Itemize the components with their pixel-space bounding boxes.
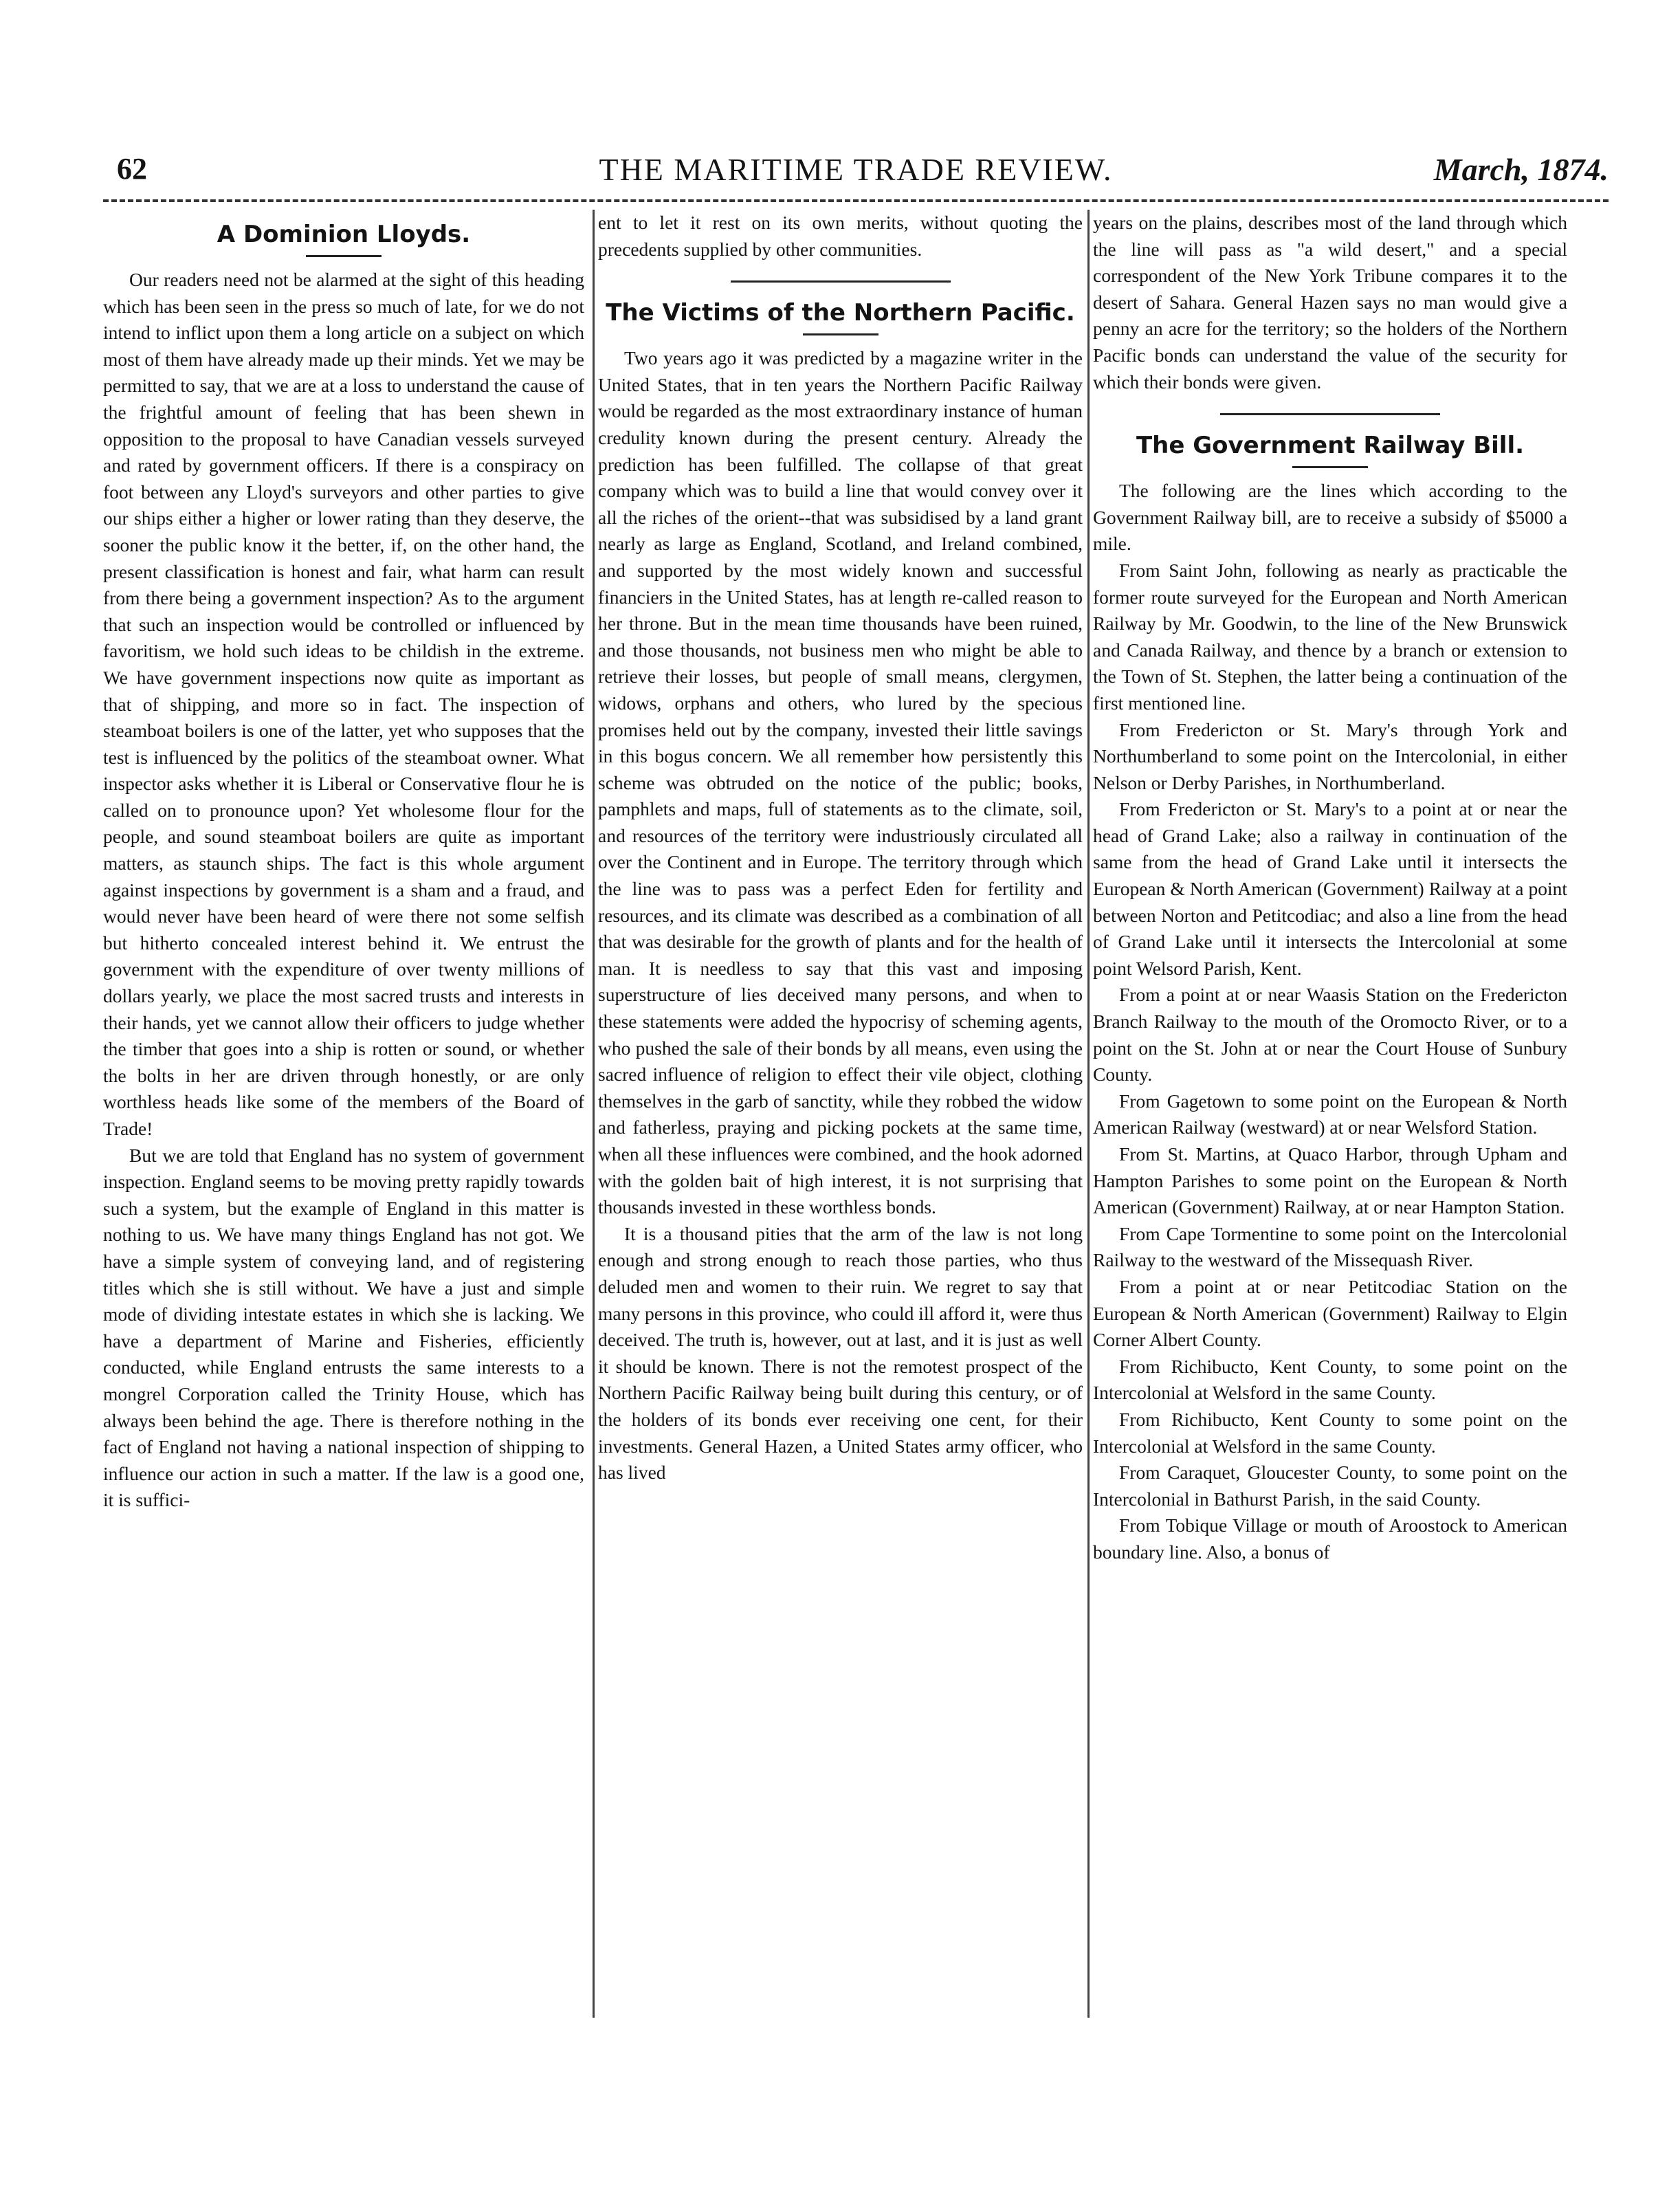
article-title-dominion-lloyds: A Dominion Lloyds. — [217, 221, 471, 248]
article-paragraph: From Fredericton or St. Mary's through York and Northumberland to some point on the Intercolonial, in either Nelson or Derby Parishes, in Northumberland. — [1093, 718, 1567, 793]
article-paragraph: It is a thousand pities that the arm of the law is not long enough and strong enough to reach those parties, who thus deluded men and women to their ruin. We regret to say that many persons in this province, who could ill afford it, were thus deceived. The truth is, however, out at last, and it is just as well it should be known. There is not the remotest prospect of the Northern Pacific Railway being built during this century, or of the holders of its bonds ever receiving one cent, for their investments. General Hazen, a United States army officer, who has lived — [598, 1222, 1083, 1484]
title-rule — [803, 333, 878, 335]
column-3 — [1093, 210, 1567, 2018]
article-paragraph: From Caraquet, Gloucester County, to some point on the Intercolonial in Bathurst Parish, in the said County. — [1093, 1462, 1567, 1510]
page-number: 62 — [117, 152, 147, 186]
article-paragraph: From Fredericton or St. Mary's to a point at or near the head of Grand Lake; also a railway in continuation of the same from the head of Grand Lake until it intersects the European & North American (Government) Railway at a point between Norton and Petitcodiac; and also a line from the head of Grand Lake until it intersects the Intercolonial at some point Welsord Parish, Kent. — [1093, 798, 1567, 979]
article-paragraph: From Tobique Village or mouth of Aroostock to American boundary line. Also, a bonus of — [1093, 1514, 1567, 1563]
article-paragraph: But we are told that England has no system of government inspection. England seems to be moving pretty rapidly towards such a system, but the example of England in this matter is nothing to us. We have many things England has not got. We have a simple system of conveying land, and of registering titles which she is still without. We have a just and simple mode of dividing intestate estates in which she is lacking. We have a department of Marine and Fisheries, efficiently conducted, while England entrusts the same interests to a mongrel Corporation called the Trinity House, which has always been behind the age. There is therefore nothing in the fact of England not having a national inspection of shipping to influence our action in such a matter. If the law is a good one, it is suffici- — [103, 1144, 584, 1511]
title-rule — [306, 255, 382, 257]
issue-date: March, 1874. — [1433, 152, 1609, 187]
article-paragraph: From Richibucto, Kent County to some point on the Intercolonial at Welsford in the same County. — [1093, 1408, 1567, 1457]
running-head — [103, 151, 1609, 199]
article-paragraph: From a point at or near Petitcodiac Station on the European & North American (Government) Railway to Elgin Corner Albert County. — [1093, 1275, 1567, 1351]
journal-title: THE MARITIME TRADE REVIEW. — [599, 152, 1113, 187]
article-title-railway-bill: The Government Railway Bill. — [1136, 432, 1525, 460]
article-paragraph: From Gagetown to some point on the European & North American Railway (westward) at or near Welsford Station. — [1093, 1090, 1567, 1138]
header-rule — [103, 199, 1609, 202]
article-paragraph-continued: years on the plains, describes most of the land through which the line will pass as "a wild desert," and a special correspondent of the New York Tribune compares it to the desert of Sahara. General Hazen says no man would give a penny an acre for the territory; so the holders of the Northern Pacific bonds can understand the value of the security for which their bonds were given. — [1093, 212, 1567, 393]
title-rule — [1292, 466, 1368, 468]
article-title-northern-pacific: The Victims of the Northern Pacific. — [606, 299, 1075, 327]
article-paragraph: From Cape Tormentine to some point on the Intercolonial Railway to the westward of the Missequash River. — [1093, 1222, 1567, 1271]
column-divider — [593, 210, 595, 2018]
section-rule — [731, 280, 951, 283]
article-paragraph: Two years ago it was predicted by a magazine writer in the United States, that in ten years the Northern Pacific Railway would be regarded as the most extraordinary instance of human credulity known during the present century. Already the prediction has been fulfilled. The collapse of that great company which was to build a line that would convey over it all the riches of the orient--that was subsidised by a land grant nearly as large as England, Scotland, and Ireland combined, and supported by the most widely known and successful financiers in the United States, has at length re-called reason to her throne. But in the mean time thousands have been ruined, and those thousands, not business men who might be able to retrieve their losses, but people of small means, clergymen, widows, orphans and others, who lured by the specious promises held out by the company, invested their little savings in this bogus concern. We all remember how persistently this scheme was obtruded on the notice of the public; books, pamphlets and maps, full of statements as to the climate, soil, and resources of the territory were industriously circulated all over the Continent and in Europe. The territory through which the line was to pass was a perfect Eden for fertility and resources, and its climate was described as a combination of all that was desirable for the growth of plants and for the health of man. It is needless to say that this vast and imposing superstructure of lies deceived many persons, and when to these statements were added the hypocrisy of scheming agents, who pushed the sale of their bonds by all means, even using the sacred influence of religion to effect their vile object, clothing themselves in the garb of sanctity, while they robbed the widow and fatherless, praying and picking pockets at the same time, when all these influences were combined, and the hook adorned with the golden bait of high interest, it is not surprising that thousands invested in these worthless bonds. — [598, 347, 1083, 1218]
article-paragraph: From Richibucto, Kent County, to some point on the Intercolonial at Welsford in the same County. — [1093, 1355, 1567, 1404]
section-rule — [1220, 413, 1440, 415]
article-paragraph: From St. Martins, at Quaco Harbor, through Upham and Hampton Parishes to some point on the European & North American (Government) Railway, at or near Hampton Station. — [1093, 1143, 1567, 1218]
column-1 — [103, 210, 584, 2018]
column-2 — [598, 210, 1083, 2018]
column-divider — [1087, 210, 1090, 2018]
article-paragraph: From a point at or near Waasis Station on the Fredericton Branch Railway to the mouth of the Oromocto River, or to a point on the St. John at or near the Court House of Sunbury County. — [1093, 984, 1567, 1086]
article-paragraph: The following are the lines which according to the Government Railway bill, are to receive a subsidy of $5000 a mile. — [1093, 480, 1567, 555]
article-paragraph: Our readers need not be alarmed at the sight of this heading which has been seen in the press so much of late, for we do not intend to inflict upon them a long article on a subject on which most of them have already made up their minds. Yet we may be permitted to say, that we are at a loss to understand the cause of the frightful amount of feeling that has been shewn in opposition to the proposal to have Canadian vessels surveyed and rated by government officers. If there is a conspiracy on foot between any Lloyd's surveyors and other parties to give our ships either a higher or lower rating than they deserve, the sooner the public know it the better, if, on the other hand, the present classification is honest and fair, what harm can result from there being a government inspection? As to the argument that such an inspection would be controlled or influenced by favoritism, we hold such ideas to be childish in the extreme. We have government inspections now quite as important as that of shipping, and more so in fact. The inspection of steamboat boilers is one of the latter, yet who supposes that the test is influenced by the politics of the steamboat owner. What inspector asks whether it is Liberal or Conservative flour he is called on to pronounce upon? Yet wholesome flour for the people, and sound steamboat boilers are quite as important matters, as staunch ships. The fact is this whole argument against inspections by government is a sham and a fraud, and would never have been heard of were there not some selfish but hitherto concealed interest behind it. We entrust the government with the expenditure of over twenty millions of dollars yearly, we place the most sacred trusts and interests in their hands, yet we cannot allow their officers to judge whether the timber that goes into a ship is rotten or sound, or whether the bolts in her are driven through honestly, or are only worthless heads like some of the members of the Board of Trade! — [103, 269, 584, 1139]
article-paragraph-continued: ent to let it rest on its own merits, without quoting the precedents supplied by other communities. — [598, 212, 1083, 260]
article-paragraph: From Saint John, following as nearly as practicable the former route surveyed for the European and North American Railway by Mr. Goodwin, to the line of the New Brunswick and Canada Railway, and thence by a branch or extension to the Town of St. Stephen, the latter being a continuation of the first mentioned line. — [1093, 559, 1567, 714]
